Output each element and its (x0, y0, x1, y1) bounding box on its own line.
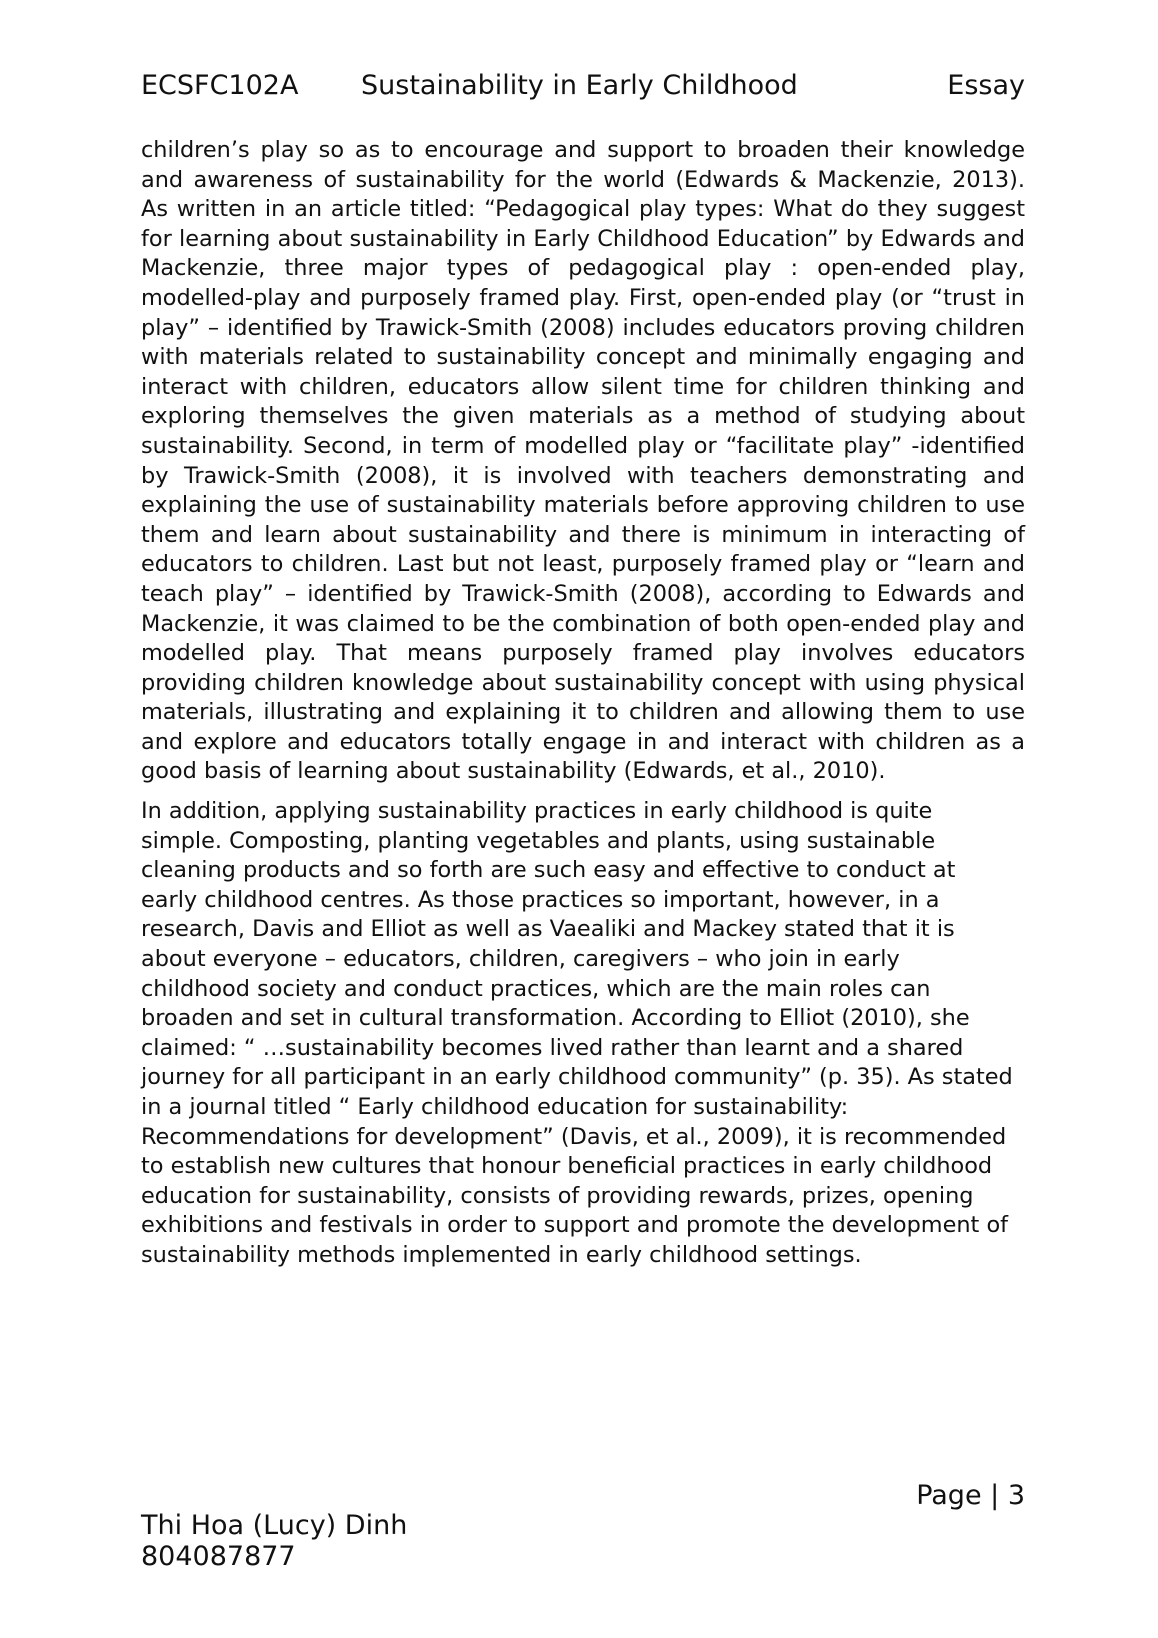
paragraph-pedagogical-play: children’s play so as to encourage and support to broaden their knowledge and awareness of sustainability for the world (Edwards & Mackenzie, 2013). As written in an article titled: “Pedagogical play types: What do they suggest for learning about sustainability in Early Childhood Education” by Edwards and Mackenzie, three major types of pedagogical play : open-ended play, modelled-play and purposely framed play. First, open-ended play (or “trust in play” – identified by Trawick-Smith (2008) includes educators proving children with materials related to sustainability concept and minimally engaging and interact with children, educators allow silent time for children thinking and exploring themselves the given materials as a method of studying about sustainability. Second, in term of modelled play or “facilitate play” -identified by Trawick-Smith (2008), it is involved with teachers demonstrating and explaining the use of sustainability materials before approving children to use them and learn about sustainability and there is minimum in interacting of educators to children. Last but not least, purposely framed play or “learn and teach play” – identified by Trawick-Smith (2008), according to Edwards and Mackenzie, it was claimed to be the combination of both open-ended play and modelled play. That means purposely framed play involves educators providing children knowledge about sustainability concept with using physical materials, illustrating and explaining it to children and allowing them to use and explore and educators totally engage in and interact with children as a good basis of learning about sustainability (Edwards, et al., 2010). (141, 137, 1025, 785)
page-number: Page | 3 (916, 1480, 1025, 1511)
student-id: 804087877 (141, 1541, 296, 1572)
paragraph-sustainability-practices: In addition, applying sustainability practices in early childhood is quite simple. Composting, planting vegetables and plants, using sustainable cleaning products and so forth are such easy and effective to conduct at early childhood centres. As those practices so important, however, in a research, Davis and Elliot as well as Vaealiki and Mackey stated that it is about everyone – educators, children, caregivers – who join in early childhood society and conduct practices, which are the main roles can broaden and set in cultural transformation. According to Elliot (2010), she claimed: “ …sustainability becomes lived rather than learnt and a shared journey for all participant in an early childhood community” (p. 35). As stated in a journal titled “ Early childhood education for sustainability: Recommendations for development” (Davis, et al., 2009), it is recommended to establish new cultures that honour beneficial practices in early childhood education for sustainability, consists of providing rewards, prizes, opening exhibitions and festivals in order to support and promote the development of sustainability methods implemented in early childhood settings. (141, 798, 1013, 1268)
page-header (141, 66, 1025, 106)
course-title: Sustainability in Early Childhood (361, 70, 798, 101)
author-name: Thi Hoa (Lucy) Dinh (141, 1510, 408, 1541)
course-code: ECSFC102A (141, 70, 299, 101)
essay-body (141, 136, 1025, 1271)
page-footer (141, 1510, 407, 1572)
document-type: Essay (947, 70, 1025, 101)
